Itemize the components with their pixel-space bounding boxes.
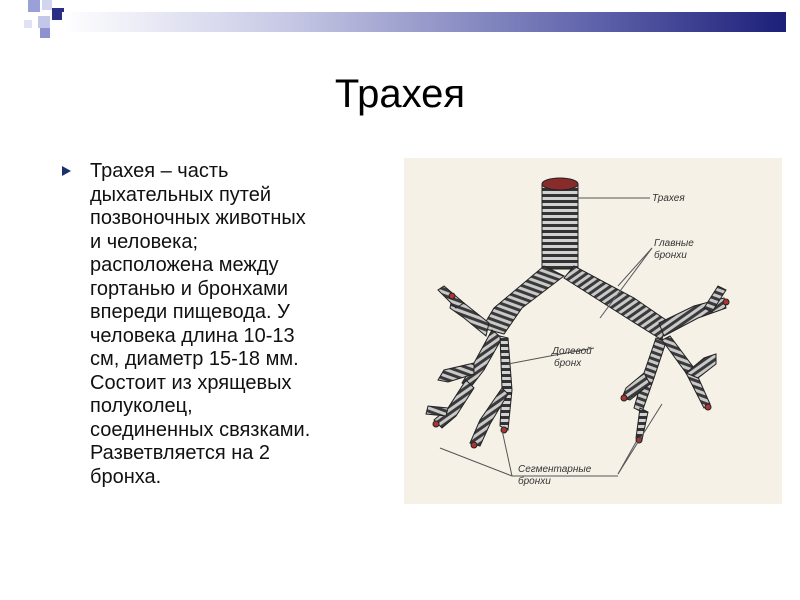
trachea-illustration bbox=[404, 158, 782, 504]
label-main-bronchi-2: бронхи bbox=[654, 250, 687, 261]
label-lobar-bronchus-2: бронх bbox=[554, 358, 582, 369]
slide-title: Трахея bbox=[334, 72, 466, 116]
bullet-item bbox=[62, 160, 392, 489]
label-trachea: Трахея bbox=[652, 193, 685, 204]
label-lobar-bronchus-1: Долевой bbox=[552, 346, 592, 357]
bullet-text: Трахея – часть дыхательных путей позвоночных животных и человека; расположена между гортанью и бронхами впереди пищевода. У человека длина 10-13 см, диаметр 15-18 мм. Состоит из хрящевых полуколец, соединенных связками. Разветвляется на 2 бронха. bbox=[90, 160, 311, 488]
label-segmental-bronchi-2: бронхи bbox=[518, 476, 551, 487]
header-gradient-bar bbox=[62, 12, 786, 32]
main-bronchi-shape bbox=[482, 266, 666, 340]
label-main-bronchi-1: Главные bbox=[654, 238, 694, 249]
bullet-marker bbox=[62, 166, 71, 176]
trachea-shape bbox=[542, 178, 578, 269]
label-segmental-bronchi-1: Сегментарные bbox=[518, 464, 592, 475]
